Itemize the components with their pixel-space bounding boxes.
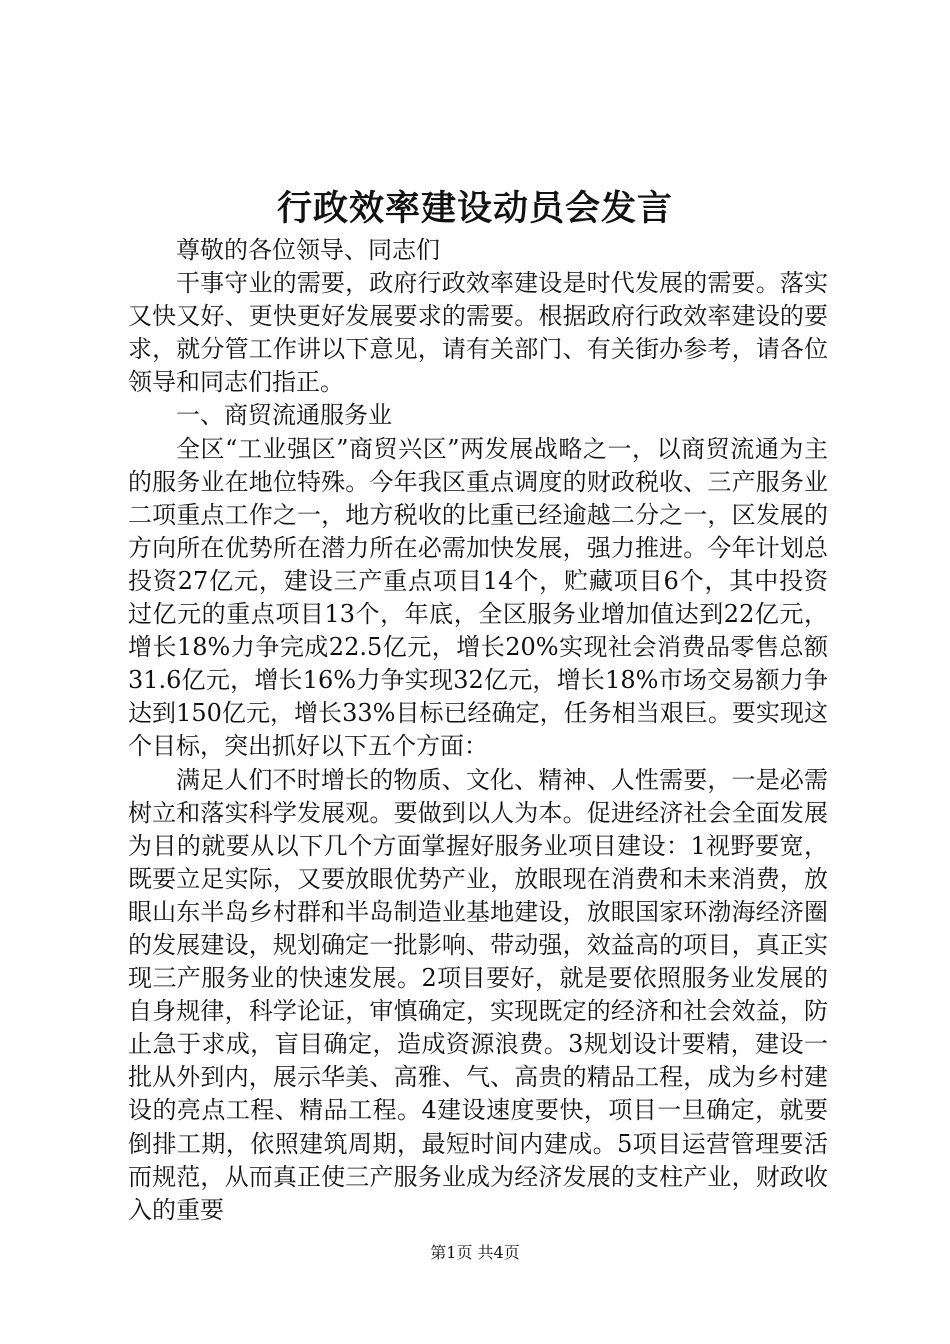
intro-paragraph: 干事守业的需要，政府行政效率建设是时代发展的需要。落实又快又好、更快更好发展要求的需要。根据政府行政效率建设的要求，就分管工作讲以下意见，请有关部门、有关街办参考，请各位领导和同志们指正。 (128, 269, 828, 397)
body-paragraph: 满足人们不时增长的物质、文化、精神、人性需要，一是必需树立和落实科学发展观。要做到以人为本。促进经济社会全面发展为目的就要从以下几个方面掌握好服务业项目建设：1视野要宽，既要立足实际，又要放眼优势产业，放眼现在消费和未来消费，放眼山东半岛乡村群和半岛制造业基地建设，放眼国家环渤海经济圈的发展建设，规划确定一批影响、带动强，效益高的项目，真正实现三产服务业的快速发展。2项目要好，就是要依照服务业发展的自身规律，科学论证，审慎确定，实现既定的经济和社会效益，防止急于求成，盲目确定，造成资源浪费。3规划设计要精，建设一批从外到内，展示华美、高雅、气、高贵的精品工程，成为乡村建设的亮点工程、精品工程。4建设速度要快，项目一旦确定，就要倒排工期，依照建筑周期，最短时间内建成。5项目运营管理要活而规范，从而真正使三产服务业成为经济发展的支柱产业，财政收入的重要 (128, 765, 828, 1224)
section-heading: 一、商贸流通服务业 (176, 401, 392, 430)
page-footer: 第1页 共4页 (430, 1243, 520, 1262)
document-body (128, 234, 828, 1227)
body-paragraph: 全区“工业强区”商贸兴区”两发展战略之一，以商贸流通为主的服务业在地位特殊。今年我区重点调度的财政税收、三产服务业二项重点工作之一，地方税收的比重已经逾越二分之一，区发展的方向所在优势所在潜力所在必需加快发展，强力推进。今年计划总投资27亿元，建设三产重点项目14个，贮藏项目6个，其中投资过亿元的重点项目13个，年底，全区服务业增加值达到22亿元，增长18%力争完成22.5亿元，增长20%实现社会消费品零售总额31.6亿元，增长16%力争实现32亿元，增长18%市场交易额力争达到150亿元，增长33%目标已经确定，任务相当艰巨。要实现这个目标，突出抓好以下五个方面： (128, 434, 828, 761)
document-title: 行政效率建设动员会发言 (276, 188, 673, 229)
salutation-paragraph: 尊敬的各位领导、同志们 (176, 236, 440, 264)
